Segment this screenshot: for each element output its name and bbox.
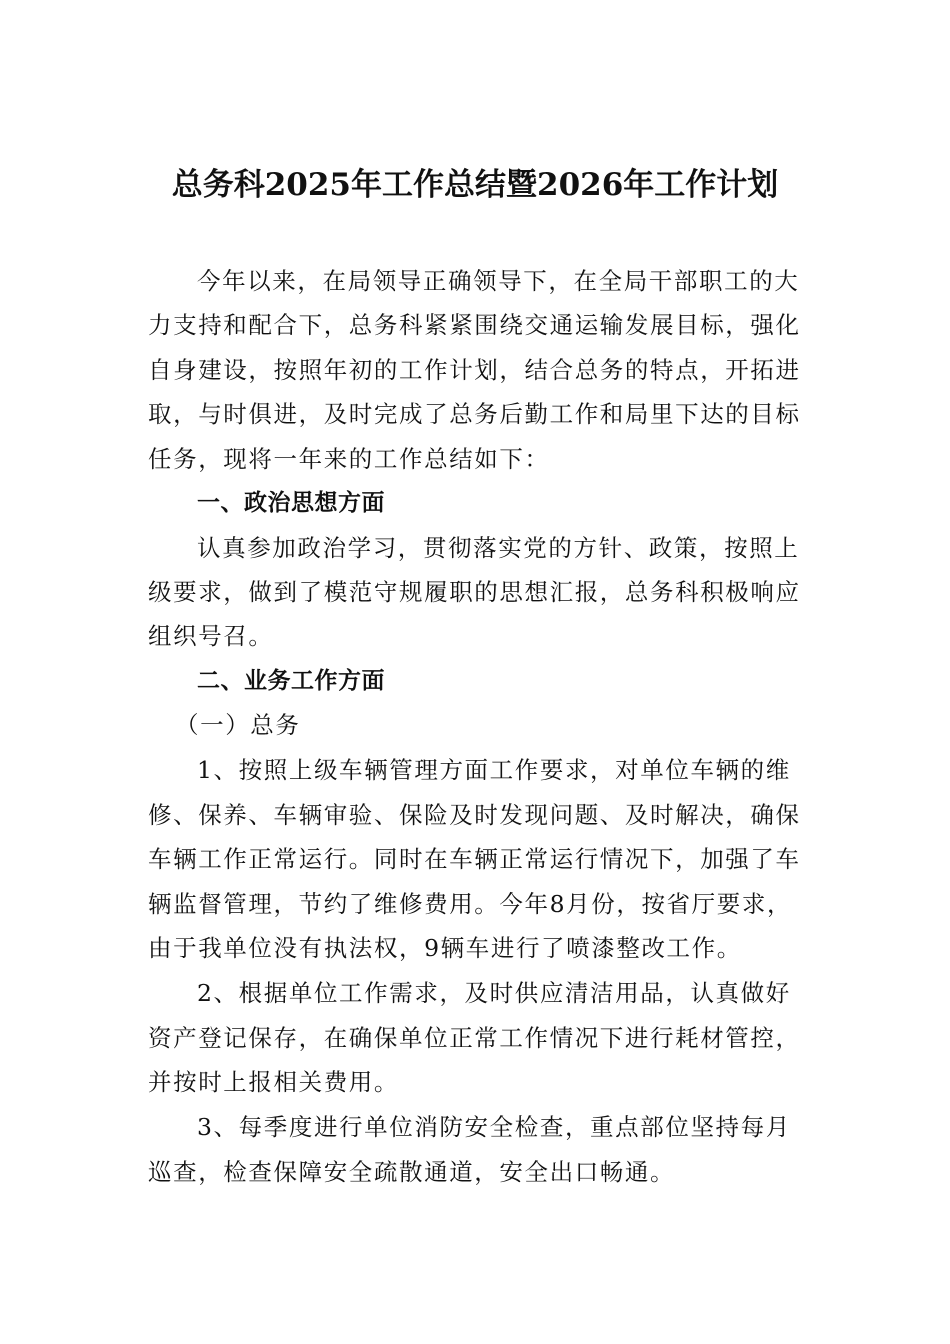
text-line: 3、每季度进行单位消防安全检查，重点部位坚持每月 (197, 1113, 791, 1141)
document-title: 总务科2025年工作总结暨2026年工作计划 (171, 167, 779, 203)
text-line: 辆监督管理，节约了维修费用。今年8月份，按省厅要求， (148, 890, 793, 918)
text-line: 力支持和配合下，总务科紧紧围绕交通运输发展目标，强化 (148, 311, 801, 339)
text-line: 由于我单位没有执法权，9辆车进行了喷漆整改工作。 (148, 934, 742, 962)
text-line: 1、按照上级车辆管理方面工作要求，对单位车辆的维 (197, 756, 791, 784)
text-line: 车辆工作正常运行。同时在车辆正常运行情况下，加强了车 (148, 845, 801, 873)
text-line: 2、根据单位工作需求，及时供应清洁用品，认真做好 (197, 979, 791, 1007)
section-heading: 二、业务工作方面 (197, 668, 385, 694)
text-line: 组织号召。 (148, 622, 274, 650)
text-line: 修、保养、车辆审验、保险及时发现问题、及时解决，确保 (148, 801, 801, 829)
text-line: 今年以来，在局领导正确领导下，在全局干部职工的大 (197, 267, 800, 295)
text-line: 资产登记保存，在确保单位正常工作情况下进行耗材管控， (148, 1024, 801, 1052)
subsection-heading: （一）总务 (175, 711, 301, 739)
text-line: 取，与时俱进，及时完成了总务后勤工作和局里下达的目标 (148, 400, 801, 428)
text-line: 巡查，检查保障安全疏散通道，安全出口畅通。 (148, 1158, 676, 1186)
text-line: 认真参加政治学习，贯彻落实党的方针、政策，按照上 (197, 534, 800, 562)
text-line: 自身建设，按照年初的工作计划，结合总务的特点，开拓进 (148, 356, 801, 384)
text-line: 并按时上报相关费用。 (148, 1068, 399, 1096)
section-heading: 一、政治思想方面 (197, 490, 385, 516)
text-line: 级要求，做到了模范守规履职的思想汇报，总务科积极响应 (148, 578, 801, 606)
text-line: 任务，现将一年来的工作总结如下： (148, 445, 550, 473)
